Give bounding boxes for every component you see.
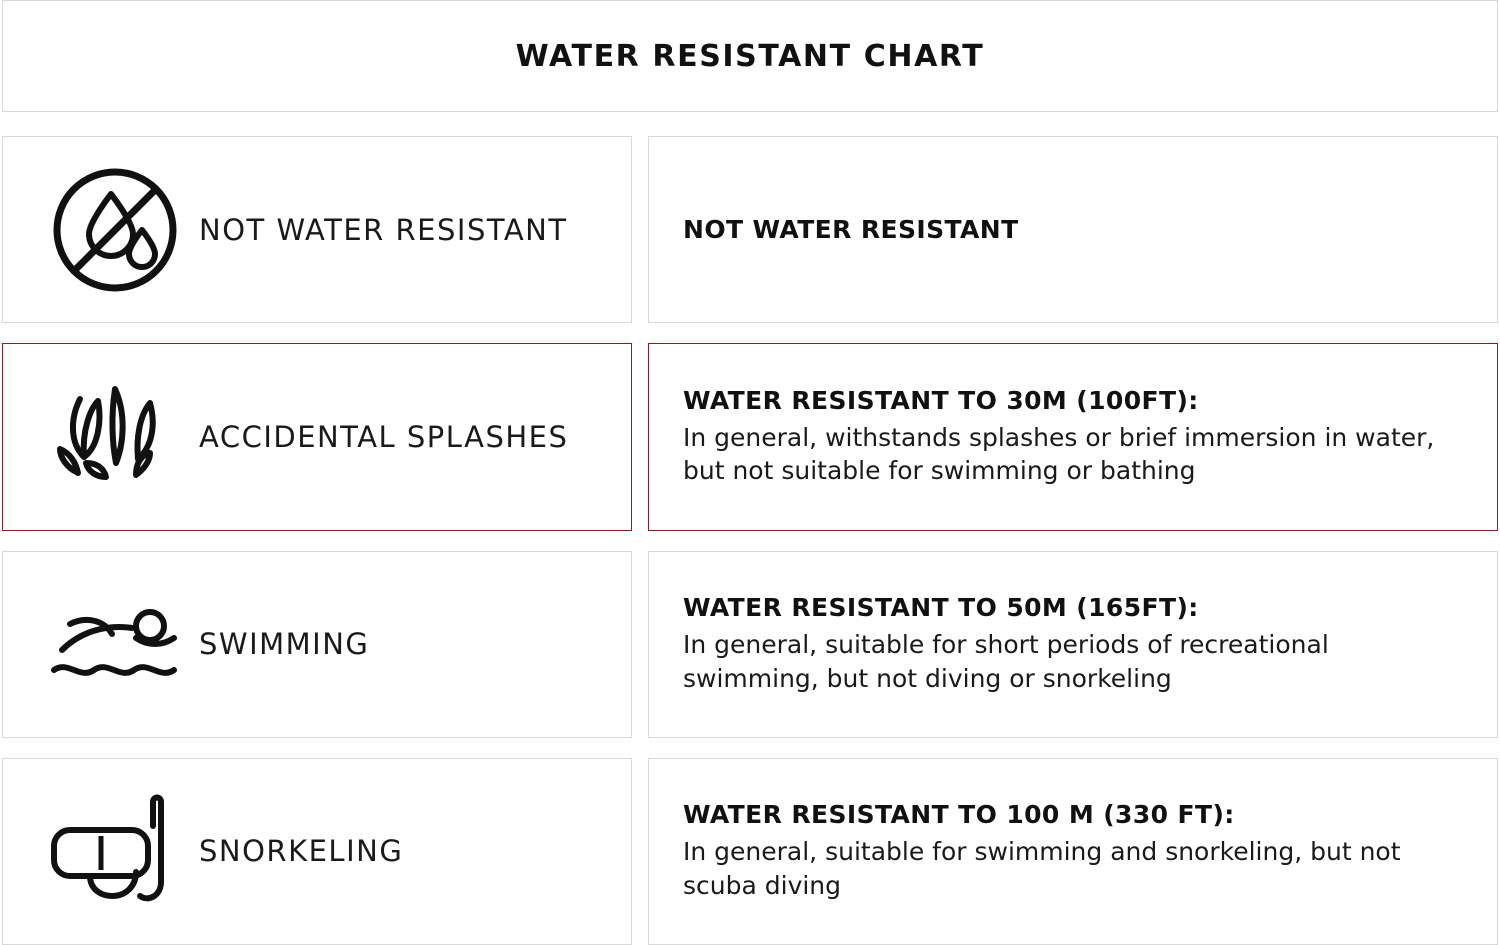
- row-icon-label-cell: [2, 136, 632, 323]
- table-row: [0, 136, 1500, 323]
- snorkel-mask-icon: [31, 786, 199, 916]
- row-label: SWIMMING: [199, 627, 370, 662]
- chart-title-row: [2, 0, 1498, 112]
- row-description-cell: [648, 136, 1498, 323]
- row-icon-label-cell: [2, 551, 632, 738]
- row-description-heading: WATER RESISTANT TO 30M (100FT):: [683, 385, 1199, 415]
- chart-rows: [0, 112, 1500, 945]
- row-description-cell: [648, 551, 1498, 738]
- row-description: [683, 593, 1469, 695]
- row-description-body: In general, suitable for swimming and snorkeling, but not scuba diving: [683, 837, 1401, 900]
- row-description-heading: WATER RESISTANT TO 50M (165FT):: [683, 593, 1199, 623]
- page-title: WATER RESISTANT CHART: [515, 38, 985, 74]
- row-description-heading: WATER RESISTANT TO 100 M (330 FT):: [683, 800, 1235, 830]
- row-label: SNORKELING: [199, 834, 404, 869]
- row-description: [683, 800, 1469, 902]
- row-label: NOT WATER RESISTANT: [199, 212, 568, 247]
- row-label: ACCIDENTAL SPLASHES: [199, 419, 569, 454]
- row-description-cell: [648, 343, 1498, 530]
- row-icon-label-cell: [2, 758, 632, 945]
- row-description: [683, 215, 1019, 244]
- row-description-cell: [648, 758, 1498, 945]
- row-icon-label-cell: [2, 343, 632, 530]
- row-description-body: In general, withstands splashes or brief immersion in water, but not suitable for swimming or bathing: [683, 422, 1435, 486]
- no-water-drop-icon: [31, 164, 199, 296]
- row-description: [683, 386, 1469, 488]
- row-description-body: In general, suitable for short periods of recreational swimming, but not diving or snorkeling: [683, 630, 1329, 693]
- row-description-heading: NOT WATER RESISTANT: [683, 215, 1019, 245]
- swimmer-icon: [31, 594, 199, 694]
- table-row: [0, 343, 1500, 530]
- water-splash-icon: [31, 377, 199, 497]
- table-row: [0, 551, 1500, 738]
- table-row: [0, 758, 1500, 945]
